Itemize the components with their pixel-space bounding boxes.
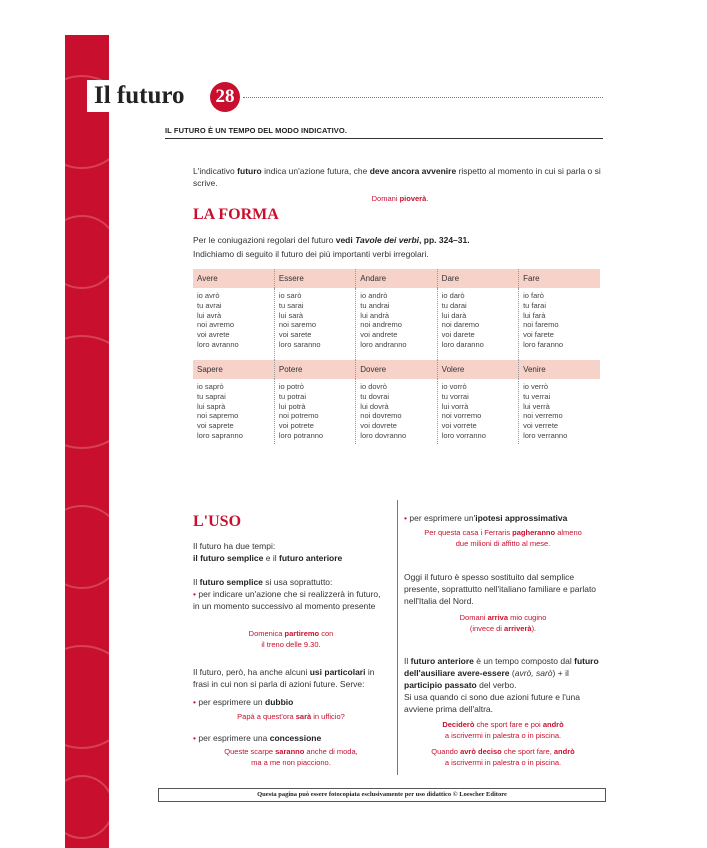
column-divider: [397, 500, 398, 775]
verb-form: loro dovranno: [360, 430, 407, 440]
verb-form: lui sarà: [278, 310, 304, 320]
bullet-icon: •: [193, 733, 196, 743]
page-title: Il futuro: [94, 82, 185, 109]
title-dotted-rule: [243, 97, 603, 98]
verb-form: loro faranno: [523, 339, 564, 349]
uso-example-future: Domenica partiremo con il treno delle 9.30.: [248, 629, 334, 649]
uso-particolari: Il futuro, però, ha anche alcuni usi particolari in frasi in cui non si parla di azioni future. Serve:: [193, 667, 375, 689]
verb-form: loro verranno: [523, 430, 568, 440]
verb-forms-cell: [356, 288, 437, 360]
verb-form: loro andranno: [360, 339, 407, 349]
section-heading-uso: L'USO: [193, 513, 242, 530]
verb-name: Volere: [437, 360, 518, 379]
verb-name: Venire: [519, 360, 600, 379]
verb-forms-cell: [356, 379, 437, 444]
uso-intro: Il futuro ha due tempi: il futuro semplice e il futuro anteriore: [193, 541, 343, 563]
copyright-footer: Questa pagina può essere fotocopiata esclusivamente per uso didattico © Loescher Editore: [158, 788, 606, 802]
verb-form: loro sapranno: [197, 430, 243, 440]
verb-form: io darò: [441, 291, 465, 300]
uso-example-sostituzione: Domani arriva mio cugino (invece di arriverà).: [459, 613, 547, 633]
verb-form: io farò: [523, 291, 544, 300]
intro-example: Domani pioverà.: [371, 194, 429, 203]
verb-form: voi potrete: [278, 421, 314, 431]
uso-example-anteriore-1: Deciderò che sport fare e poi andrò a iscrivermi in palestra o in piscina.: [442, 720, 564, 740]
verb-table-header-row-2: [193, 360, 600, 379]
chapter-number-badge: 28: [210, 82, 240, 112]
verb-form: loro vorranno: [441, 430, 486, 440]
verb-forms-cell: [437, 379, 518, 444]
verb-form: voi dovrete: [360, 421, 397, 431]
uso-example-ipotesi: Per questa casa i Ferraris pagheranno almeno due milioni di affitto al mese.: [424, 528, 582, 548]
verb-form: loro daranno: [441, 339, 484, 349]
verb-form: loro saranno: [278, 339, 321, 349]
verb-form: loro avranno: [197, 339, 239, 349]
verb-form: tu farai: [523, 300, 546, 310]
verb-form: io vorrò: [441, 382, 467, 391]
verb-form: voi saprete: [197, 421, 234, 431]
verb-form: voi sarete: [278, 330, 312, 340]
verb-name: Dare: [437, 269, 518, 288]
verb-form: lui verrà: [523, 401, 550, 411]
verb-forms-cell: [519, 379, 600, 444]
verb-table-forms-row-2: [193, 379, 600, 444]
verb-form: tu sarai: [278, 300, 304, 310]
verb-form: io avrò: [197, 291, 220, 300]
verb-form: loro potranno: [278, 430, 324, 440]
verb-form: noi verremo: [523, 411, 563, 421]
verb-table-header-row-1: [193, 269, 600, 288]
verb-form: tu saprai: [197, 391, 226, 401]
verb-forms-cell: [519, 288, 600, 360]
verb-form: noi sapremo: [197, 411, 239, 421]
verb-form: lui avrà: [197, 310, 222, 320]
verb-name: Sapere: [193, 360, 274, 379]
verb-table-forms-row-1: [193, 288, 600, 360]
verb-form: tu potrai: [278, 391, 306, 401]
verb-form: noi andremo: [360, 320, 402, 330]
verb-form: lui farà: [523, 310, 546, 320]
verb-name: Avere: [193, 269, 274, 288]
bullet-icon: •: [193, 589, 196, 599]
uso-example-dubbio: Papà a quest'ora sarà in ufficio?: [237, 712, 345, 721]
verb-form: noi vorremo: [441, 411, 482, 421]
verb-form: io potrò: [278, 382, 304, 391]
bullet-icon: •: [404, 513, 407, 523]
uso-anteriore: Il futuro anteriore è un tempo composto dal futuro dell'ausiliare avere-essere (avrò, sarò) + il participio passato del verbo. Si usa quando ci sono due azioni future e l'una avviene prima dell'altra.: [404, 656, 599, 714]
uso-bullet-dubbio: • per esprimere un dubbio: [193, 697, 294, 707]
verb-form: io verrò: [523, 382, 549, 391]
verb-form: tu dovrai: [360, 391, 390, 401]
irregular-verbs-table: [193, 269, 600, 444]
intro-paragraph: L'indicativo futuro indica un'azione futura, che deve ancora avvenire rispetto al momento in cui si parla o si scrive.: [193, 166, 601, 188]
verb-form: io dovrò: [360, 382, 387, 391]
verb-form: io saprò: [197, 382, 224, 391]
verb-form: lui saprà: [197, 401, 226, 411]
verb-forms-cell: [437, 288, 518, 360]
verb-form: tu avrai: [197, 300, 222, 310]
verb-form: lui potrà: [278, 401, 306, 411]
uso-sostituzione: Oggi il futuro è spesso sostituito dal semplice presente, soprattutto nell'italiano familiare e parlato nell'Italia del Nord.: [404, 572, 597, 606]
subtitle-rule: [165, 138, 603, 139]
verb-name: Essere: [274, 269, 355, 288]
verb-form: noi saremo: [278, 320, 316, 330]
verb-form: voi verrete: [523, 421, 559, 431]
verb-form: lui darà: [441, 310, 467, 320]
decorative-side-band: [65, 35, 109, 848]
verb-form: tu vorrai: [441, 391, 469, 401]
verb-form: voi darete: [441, 330, 475, 340]
verb-form: tu darai: [441, 300, 467, 310]
verb-name: Dovere: [356, 360, 437, 379]
verb-form: voi avrete: [197, 330, 230, 340]
verb-form: io andrò: [360, 291, 388, 300]
verb-form: lui dovrà: [360, 401, 389, 411]
verb-form: tu andrai: [360, 300, 390, 310]
verb-form: noi daremo: [441, 320, 480, 330]
verb-form: noi avremo: [197, 320, 235, 330]
verb-form: noi dovremo: [360, 411, 402, 421]
verb-forms-cell: [193, 288, 274, 360]
verb-form: noi faremo: [523, 320, 559, 330]
page-subtitle: IL FUTURO È UN TEMPO DEL MODO INDICATIVO.: [165, 126, 348, 135]
verb-name: Potere: [274, 360, 355, 379]
section-heading-forma: LA FORMA: [193, 206, 279, 223]
verb-forms-cell: [274, 379, 355, 444]
verb-form: lui andrà: [360, 310, 390, 320]
forma-line-2: Indichiamo di seguito il futuro dei più importanti verbi irregolari.: [193, 249, 429, 259]
uso-semplice: Il futuro semplice si usa soprattutto:: [193, 577, 333, 587]
uso-bullet-future: • per indicare un'azione che si realizzerà in futuro, in un momento successivo al momento presente: [193, 589, 381, 611]
verb-form: io sarò: [278, 291, 302, 300]
uso-bullet-ipotesi: • per esprimere un'ipotesi approssimativa: [404, 513, 568, 523]
uso-bullet-concessione: • per esprimere una concessione: [193, 733, 322, 743]
uso-example-anteriore-2: Quando avrò deciso che sport fare, andrò a iscrivermi in palestra o in piscina.: [431, 747, 575, 767]
verb-form: tu verrai: [523, 391, 551, 401]
forma-line-1: Per le coniugazioni regolari del futuro vedi Tavole dei verbi, pp. 324–31.: [193, 235, 470, 245]
verb-form: voi farete: [523, 330, 554, 340]
verb-forms-cell: [274, 288, 355, 360]
verb-form: voi andrete: [360, 330, 398, 340]
verb-forms-cell: [193, 379, 274, 444]
verb-name: Andare: [356, 269, 437, 288]
verb-form: lui vorrà: [441, 401, 469, 411]
uso-example-concessione: Queste scarpe saranno anche di moda, ma a me non piacciono.: [224, 747, 358, 767]
verb-form: noi potremo: [278, 411, 319, 421]
verb-form: voi vorrete: [441, 421, 477, 431]
verb-name: Fare: [519, 269, 600, 288]
bullet-icon: •: [193, 697, 196, 707]
